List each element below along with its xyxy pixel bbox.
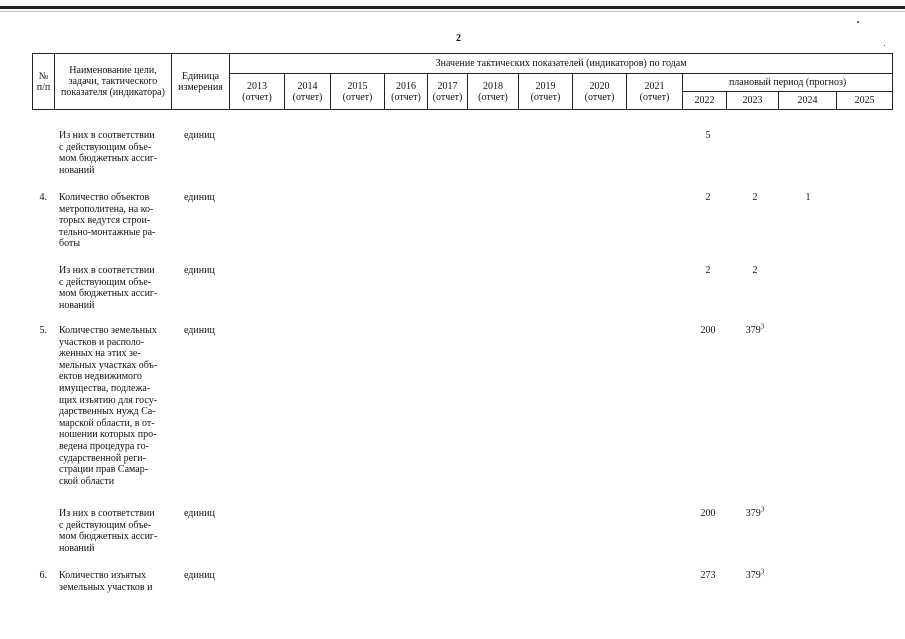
header-year-2017: 2017 (отчет) [428, 74, 468, 110]
row-value-2023: $379^3$ [745, 567, 765, 581]
header-year-2016: 2016 (отчет) [385, 74, 428, 110]
header-year-2023: 2023 [727, 92, 779, 110]
header-year-2014: 2014 (отчет) [285, 74, 331, 110]
row-value-2023: 2 [752, 192, 758, 203]
row-name: Из них в соответствии с действующим объе- мом бюджетных ассиг- нований [59, 130, 158, 176]
row-value-2022: 273 [700, 570, 716, 581]
header-name: Наименование цели, задачи, тактического показателя (индикатора) [55, 54, 172, 110]
row-number: 5. [39, 325, 47, 336]
row-name: Из них в соответствии с действующим объе- мом бюджетных ассиг- нований [59, 508, 158, 554]
row-number: 6. [39, 570, 47, 581]
header-values-title: Значение тактических показателей (индикаторов) по годам [230, 54, 893, 74]
row-unit: единиц [184, 192, 215, 203]
header-year-2013: 2013 (отчет) [230, 74, 285, 110]
row-name: Из них в соответствии с действующим объе- мом бюджетных ассиг- нований [59, 265, 158, 311]
header-year-2022: 2022 [683, 92, 727, 110]
row-name: Количество объектов метрополитена, на ко- торых ведутся строи- тельно-монтажные ра- боты [59, 192, 156, 250]
row-unit: единиц [184, 570, 215, 581]
row-value-2024: 1 [805, 192, 811, 203]
header-year-2024: 2024 [779, 92, 837, 110]
row-unit: единиц [184, 130, 215, 141]
page-number: 2 [456, 33, 461, 44]
header-num: № п/п [33, 54, 55, 110]
header-year-2020: 2020 (отчет) [573, 74, 627, 110]
row-name: Количество изъятых земельных участков и [59, 570, 153, 593]
row-value-2022: 2 [705, 265, 711, 276]
row-unit: единиц [184, 508, 215, 519]
row-value-2023: $379^3$ [745, 322, 765, 336]
row-name: Количество земельных участков и располо- женных на этих зе- мельных участках объ- ектов недвижимого имущества, подлежа- щих изъятию для госу- дарственных нужд Са- марской области, в от- ношении которых про- ведена процедура го- сударственной реги- страции прав Самар- ской области [59, 325, 158, 487]
header-unit: Единица измерения [172, 54, 230, 110]
row-unit: единиц [184, 265, 215, 276]
row-value-2022: 200 [700, 325, 716, 336]
row-value-2023: $379^3$ [745, 505, 765, 519]
header-plan-title: плановый период (прогноз) [683, 74, 893, 92]
header-year-2021: 2021 (отчет) [627, 74, 683, 110]
row-unit: единиц [184, 325, 215, 336]
header-year-2019: 2019 (отчет) [519, 74, 573, 110]
row-value-2022: 2 [705, 192, 711, 203]
row-value-2023: 2 [752, 265, 758, 276]
row-number: 4. [39, 192, 47, 203]
row-value-2022: 200 [700, 508, 716, 519]
header-year-2018: 2018 (отчет) [468, 74, 519, 110]
header-year-2015: 2015 (отчет) [331, 74, 385, 110]
header-year-2025: 2025 [837, 92, 893, 110]
row-value-2022: 5 [705, 130, 711, 141]
